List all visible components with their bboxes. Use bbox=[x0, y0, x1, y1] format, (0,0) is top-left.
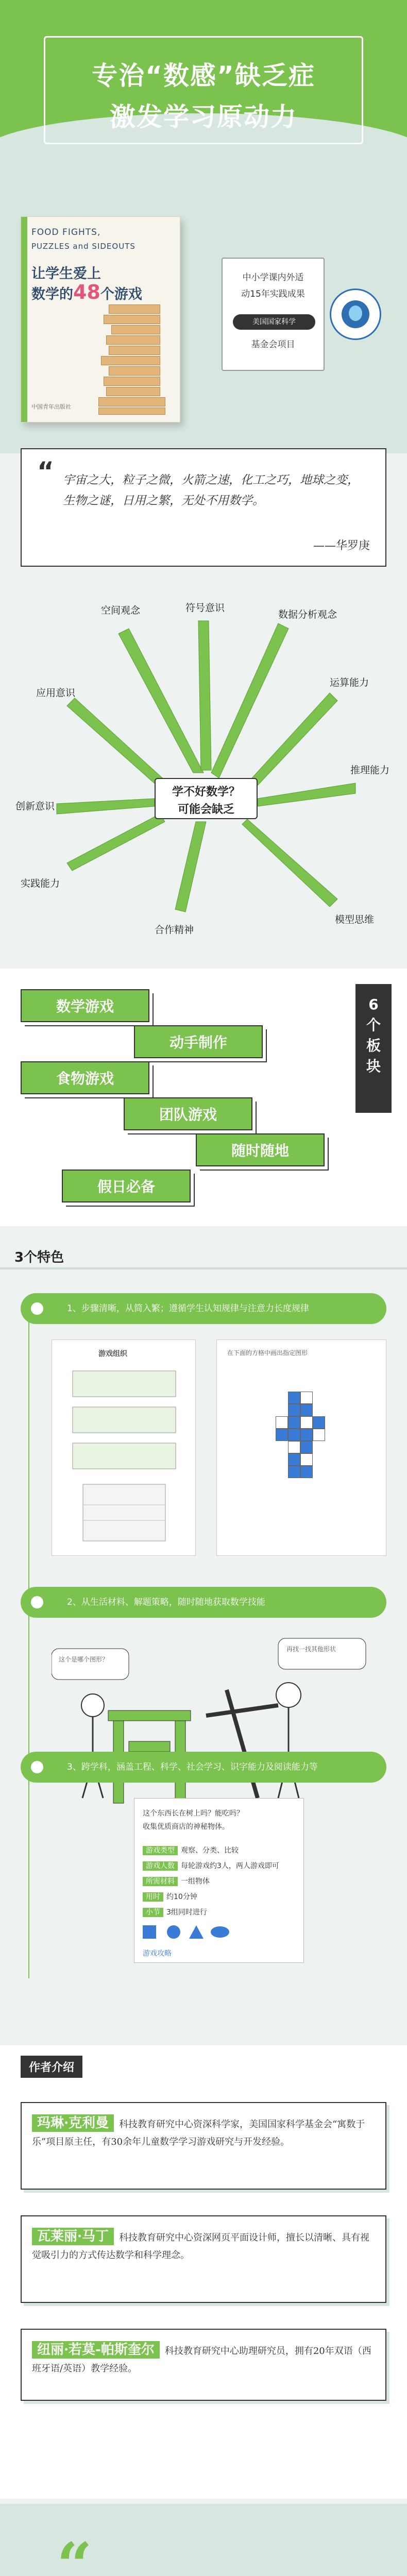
side-tag-char-4: 块 bbox=[366, 1058, 381, 1075]
author-desc-1 bbox=[32, 2114, 377, 2151]
book-publisher: 中国青年出版社 bbox=[31, 403, 71, 410]
center-line2: 可能会缺乏 bbox=[177, 803, 234, 816]
game-row-tag: 游戏人数 bbox=[143, 1861, 178, 1871]
panel1-sketch bbox=[52, 1350, 196, 1556]
side-tag-char-1: 6 bbox=[368, 996, 379, 1013]
module-1: 数学游戏 bbox=[21, 989, 149, 1022]
game-card bbox=[134, 1798, 304, 1963]
author-card-2 bbox=[21, 2215, 386, 2303]
modules-section bbox=[0, 969, 407, 1226]
game-row-tag: 用时 bbox=[143, 1892, 163, 1902]
game-intro-2: 收集优质商店的神秘物体。 bbox=[143, 1823, 229, 1831]
game-row-tag: 游戏类型 bbox=[143, 1846, 178, 1855]
author-bio-3: 科技教育研究中心助理研究员，拥有20年双语（西班牙语/英语）教学经验。 bbox=[32, 2346, 371, 2374]
skill-label-3: 数据分析观念 bbox=[278, 609, 337, 620]
game-row-text: 观察、分类、比较 bbox=[181, 1846, 239, 1855]
quote-mark-icon: “ bbox=[37, 456, 54, 486]
feature-dot-icon bbox=[31, 1596, 43, 1608]
info-line2: 动15年实践成果 bbox=[241, 289, 305, 299]
features-timeline bbox=[28, 1309, 29, 1978]
center-line1: 学不好数学？ bbox=[172, 786, 240, 799]
hero-title-line2: 激发学习原动力 bbox=[110, 102, 297, 132]
book-title-number: 48 bbox=[73, 281, 100, 303]
slogan-section bbox=[0, 2504, 407, 2576]
module-2: 动手制作 bbox=[134, 1025, 263, 1058]
game-intro-1: 这个东西长在树上吗？能吃吗？ bbox=[143, 1809, 244, 1818]
author-desc-3 bbox=[32, 2341, 377, 2378]
game-row-1 bbox=[143, 1845, 239, 1855]
hero-title-line1: 专治“数感”缺乏症 bbox=[92, 61, 315, 91]
quote-text: 宇宙之大，粒子之微，火箭之速，化工之巧，地球之变，生物之谜，日用之繁，无处不用数学。 bbox=[63, 473, 359, 507]
feature-pill-1 bbox=[21, 1293, 386, 1324]
arrow-symbol bbox=[198, 621, 211, 770]
game-row-3 bbox=[143, 1876, 210, 1886]
game-note: 游戏攻略 bbox=[143, 1950, 172, 1958]
hero-title-box bbox=[44, 36, 363, 144]
author-name-2: 瓦莱丽·马丁 bbox=[32, 2228, 114, 2245]
feature-text-1: 1、步骤清晰，从简入繁；遵循学生认知规律与注意力长度规律 bbox=[67, 1303, 309, 1314]
info-pill: 美国国家科学 bbox=[233, 314, 315, 330]
game-row-text: 一组物体 bbox=[181, 1877, 210, 1886]
book-spine bbox=[21, 217, 27, 422]
feature2-illustration bbox=[52, 1628, 386, 1824]
side-tag-char-3: 板 bbox=[366, 1037, 381, 1054]
feature-panel-right bbox=[216, 1340, 386, 1556]
book-title-cn2 bbox=[31, 281, 142, 303]
game-row-4 bbox=[143, 1891, 197, 1902]
skill-label-4: 运算能力 bbox=[330, 677, 369, 688]
game-row-5 bbox=[143, 1907, 207, 1917]
module-3: 食物游戏 bbox=[21, 1061, 149, 1094]
feature-dot-icon bbox=[31, 1761, 43, 1773]
feature-dot-icon bbox=[31, 1302, 43, 1315]
skill-label-5: 推理能力 bbox=[350, 765, 390, 776]
skill-label-9: 创新意识 bbox=[15, 801, 55, 812]
info-line3: 基金会项目 bbox=[251, 340, 295, 350]
author-desc-2 bbox=[32, 2228, 377, 2264]
modules-side-tag bbox=[355, 984, 392, 1113]
info-box bbox=[222, 258, 325, 371]
author-name-1: 玛琳·克利曼 bbox=[32, 2114, 114, 2132]
author-name-3: 纽丽·若莫-帕斯奎尔 bbox=[32, 2341, 160, 2359]
open-quote-icon: “ bbox=[57, 2529, 93, 2576]
module-4: 团队游戏 bbox=[124, 1097, 252, 1130]
arrow-reason bbox=[258, 783, 355, 806]
panel2-note: 在下面的方格中画出指定图形 bbox=[227, 1349, 308, 1357]
authors-section bbox=[0, 2045, 407, 2499]
module-5: 随时随地 bbox=[196, 1133, 325, 1166]
arrow-model bbox=[242, 819, 337, 907]
quote-section bbox=[21, 448, 386, 567]
feature-panel-left bbox=[52, 1340, 196, 1556]
skill-label-8: 实践能力 bbox=[21, 878, 60, 889]
game-row-2 bbox=[143, 1860, 279, 1871]
quote-author: ——华罗庚 bbox=[313, 539, 370, 552]
game-row-tag: 所需材料 bbox=[143, 1877, 178, 1886]
module-6: 假日必备 bbox=[62, 1170, 191, 1202]
info-line1: 中小学课内外适 bbox=[242, 273, 304, 283]
panel1-title: 游戏组织 bbox=[98, 1350, 127, 1358]
hero-section bbox=[0, 0, 407, 453]
skill-label-7: 合作精神 bbox=[155, 924, 194, 936]
game-row-text: 每轮游戏约3人，两人游戏即可 bbox=[181, 1862, 279, 1870]
grid-puzzle bbox=[263, 1392, 366, 1515]
game-row-text: 3组同时进行 bbox=[166, 1908, 207, 1917]
skill-label-10: 应用意识 bbox=[36, 687, 76, 699]
game-row-text: 约10分钟 bbox=[166, 1893, 197, 1901]
book-cover bbox=[21, 216, 180, 422]
book-title-en2: PUZZLES and SIDEOUTS bbox=[31, 242, 135, 251]
book-title-en1: FOOD FIGHTS, bbox=[31, 227, 101, 238]
features-divider bbox=[0, 1267, 407, 1269]
authors-title: 作者介绍 bbox=[21, 2056, 82, 2078]
feature-pill-2 bbox=[21, 1587, 386, 1618]
feature-pill-3 bbox=[21, 1752, 386, 1783]
feature-text-2: 2、从生活材料、解题策略，随时随地获取数学技能 bbox=[67, 1597, 265, 1607]
features-section bbox=[0, 1231, 407, 2045]
book-title-cn2-suffix: 个游戏 bbox=[100, 286, 142, 302]
book-title-cn1: 让学生爱上 bbox=[31, 266, 101, 282]
feature-text-3: 3、跨学科，涵盖工程、科学、社会学习、识字能力及阅读能力等 bbox=[67, 1762, 318, 1772]
author-bio-1: 科技教育研究中心资深科学家，美国国家科学基金会“寓数于乐”项目原主任，有30余年儿童数学学习游戏研究与开发经验。 bbox=[32, 2119, 365, 2147]
author-card-1 bbox=[21, 2102, 386, 2190]
game-row-tag: 小节 bbox=[143, 1908, 163, 1917]
arrow-practice bbox=[67, 814, 165, 871]
arrow-coop bbox=[175, 822, 206, 912]
skills-center-box bbox=[155, 778, 258, 819]
shape-icons bbox=[143, 1922, 297, 1943]
bubble-1: 这个是哪个图形？ bbox=[59, 1656, 109, 1663]
nsf-seal-icon bbox=[330, 289, 381, 340]
author-bio-2: 科技教育研究中心资深网页平面设计师，擅长以清晰、具有视觉吸引力的方式传达数学和科学理念。 bbox=[32, 2232, 370, 2261]
block-tower-illustration bbox=[98, 304, 171, 415]
skill-label-6: 模型思维 bbox=[335, 914, 375, 925]
features-title: 3个特色 bbox=[14, 1250, 64, 1265]
side-tag-char-2: 个 bbox=[366, 1016, 381, 1033]
arrow-innovate bbox=[57, 799, 155, 814]
skill-label-1: 空间观念 bbox=[101, 605, 141, 616]
arrow-calc bbox=[247, 693, 337, 791]
author-card-3 bbox=[21, 2329, 386, 2401]
arrow-apply bbox=[67, 698, 162, 786]
bubble-2: 再找一找其他形状 bbox=[286, 1646, 336, 1653]
skills-diagram bbox=[0, 572, 407, 958]
skills-arrows bbox=[0, 572, 407, 958]
skill-label-2: 符号意识 bbox=[185, 602, 225, 614]
book-title-cn2-prefix: 数学的 bbox=[31, 286, 73, 302]
